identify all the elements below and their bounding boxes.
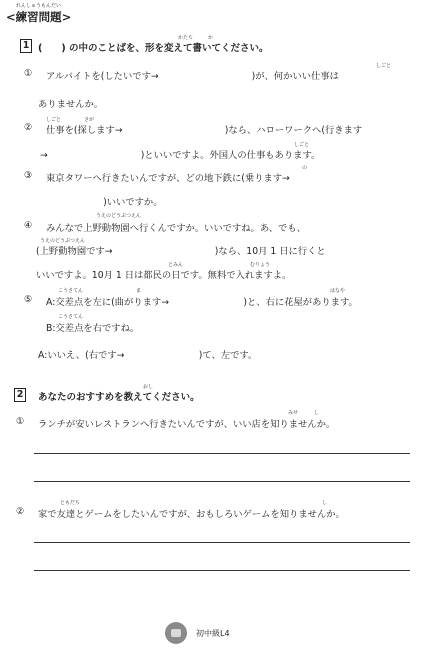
- item-2-ruby-2: さが: [84, 117, 95, 123]
- sec2-item-2-text: 家で友達とゲームをしたいんですが、おもしろいゲームを知りませんか。: [38, 509, 345, 520]
- item-5-line-2: B:交差点を右ですね。: [46, 323, 140, 334]
- item-3-line-1: 東京タワーへ行きたいんですが、どの地下鉄に(乗ります→: [46, 173, 290, 184]
- item-4-ruby-1: うえのどうぶつえん: [96, 213, 142, 219]
- item-2-line-1: 仕事を(探します→ )なら、ハローワークへ(行きます: [46, 125, 363, 136]
- footer-logo-icon: [165, 622, 187, 644]
- sec2-item-2-ruby-1: ともだち: [60, 500, 81, 506]
- sec2-item-1-ruby-2: し: [314, 410, 320, 416]
- sec2-item-2-ruby-2: し: [322, 500, 328, 506]
- item-3-line-2: )いいですか。: [38, 197, 163, 208]
- page-title: <練習問題>: [6, 10, 72, 24]
- item-2-ruby-1: しごと: [46, 117, 62, 123]
- instruction-ruby-1: かたち: [178, 35, 194, 41]
- item-2-ruby-3: しごと: [294, 142, 310, 148]
- sec2-item-1-number: ①: [16, 416, 25, 427]
- item-5-ruby-3: はなや: [330, 288, 346, 294]
- item-5-ruby-4: こうさてん: [58, 314, 84, 320]
- item-5-line-1: A:交差点を左に(曲がります→ )と、右に花屋があります。: [46, 297, 358, 308]
- section-2-number: 2: [14, 388, 26, 402]
- answer-line-4[interactable]: [34, 570, 410, 571]
- item-4-line-1: みんなで上野動物園へ行くんですか。いいですね。あ、でも、: [46, 223, 306, 234]
- section-2-instruction: あなたのおすすめを教えてください。: [38, 392, 200, 403]
- item-1-line-1: アルバイトを(したいです→ )が、何かいい仕事は: [46, 71, 339, 82]
- footer-label: 初中級L4: [196, 629, 230, 638]
- section-1-instruction: ( ) の中のことばを、形を変えて書いてください。: [38, 43, 269, 54]
- answer-line-1[interactable]: [34, 453, 410, 454]
- item-5-ruby-1: こうさてん: [58, 288, 84, 294]
- item-1-line-2: ありませんか。: [38, 99, 104, 110]
- item-3-number: ③: [24, 170, 33, 181]
- sec2-item-1-text: ランチが安いレストランへ行きたいんですが、いい店を知りませんか。: [38, 419, 336, 430]
- section-1-number: 1: [20, 39, 32, 53]
- item-1-number: ①: [24, 68, 33, 79]
- item-4-ruby-2: うえのどうぶつえん: [40, 238, 86, 244]
- item-3-ruby: の: [302, 165, 308, 171]
- item-2-line-2: → )といいですよ。外国人の仕事もあります。: [40, 150, 321, 161]
- item-2-number: ②: [24, 122, 33, 133]
- item-5-line-3: A:いいえ、(右です→ )て、左です。: [38, 350, 258, 361]
- section-2-ruby: おし: [143, 384, 154, 390]
- sec2-item-2-number: ②: [16, 506, 25, 517]
- answer-line-2[interactable]: [34, 481, 410, 482]
- item-4-number: ④: [24, 220, 33, 231]
- item-4-ruby-3: とみん: [168, 262, 184, 268]
- item-5-ruby-2: ま: [136, 288, 142, 294]
- answer-line-3[interactable]: [34, 542, 410, 543]
- title-ruby: れんしゅうもんだい: [16, 3, 62, 9]
- item-4-line-2: (上野動物園です→ )なら、10月 1 日に行くと: [36, 246, 326, 257]
- item-4-ruby-4: むりょう: [250, 262, 271, 268]
- instruction-ruby-2: か: [208, 35, 214, 41]
- sec2-item-1-ruby-1: みせ: [288, 410, 299, 416]
- item-5-number: ⑤: [24, 294, 33, 305]
- item-4-line-3: いいですよ。10月 1 日は都民の日です。無料で入れますよ。: [36, 270, 292, 281]
- item-1-ruby: しごと: [376, 63, 392, 69]
